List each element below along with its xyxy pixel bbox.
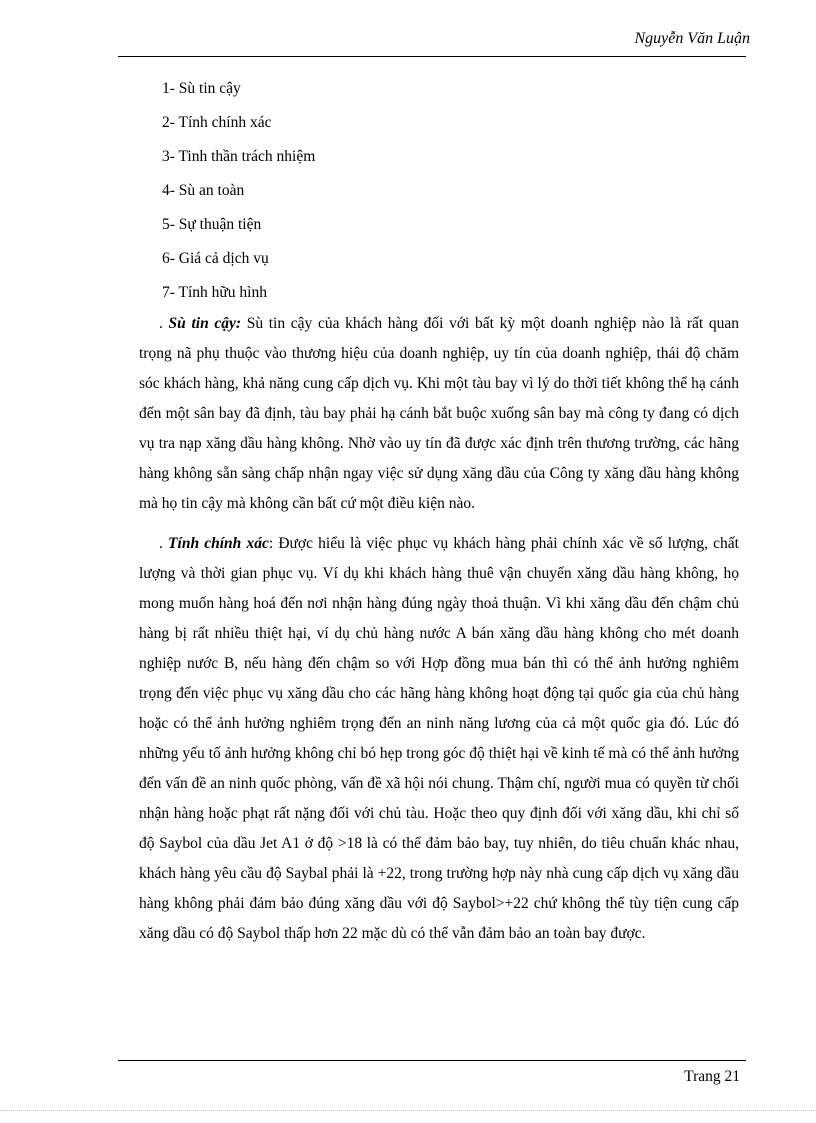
section-heading-reliability: Sù tin cậy: [168, 315, 242, 332]
list-item: 6- Giá cả dịch vụ [162, 250, 269, 267]
list-item: 2- Tính chính xác [162, 114, 272, 131]
header-divider [118, 56, 746, 57]
paragraph-reliability [139, 309, 739, 519]
paragraph-lead: . [159, 315, 169, 332]
body-text [139, 309, 739, 949]
list-item: 1- Sù tin cậy [162, 80, 241, 97]
list-item: 3- Tinh thần trách nhiệm [162, 148, 316, 165]
list-item: 4- Sù an toàn [162, 182, 245, 199]
footer-divider [118, 1060, 746, 1061]
list-item: 7- Tính hữu hình [162, 284, 267, 301]
header-author: Nguyễn Văn Luận [634, 30, 750, 47]
paragraph-text: : Được hiểu là việc phục vụ khách hàng phải chính xác về số lượng, chất lượng và thời gian phục vụ. Ví dụ khi khách hàng thuê vận chuyển xăng dầu hàng không, họ mong muốn hàng hoá đến nơi nhận hàng đúng ngày thoả thuận. Vì khi xăng dầu đến chậm chủ hàng bị rất nhiều thiệt hại, ví dụ chủ hàng nước A bán xăng dầu hàng không cho mét doanh nghiệp nước B, nếu hàng đến chậm so với Hợp đồng mua bán thì có thể ảnh hưởng nghiêm trọng đến việc phục vụ xăng dầu cho các hãng hàng không hoạt động tại quốc gia của chủ hàng hoặc có thể ảnh hưởng nghiêm trọng đến an ninh năng lương của cả một quốc gia đó. Lúc đó những yếu tố ảnh hưởng không chỉ bó hẹp trong góc độ thiệt hại về kinh tế mà có thể ảnh hưởng đến vấn đề an ninh quốc phòng, vấn đề xã hội nói chung. Thậm chí, người mua có quyền từ chối nhận hàng hoặc phạt rất nặng đối với chủ tàu. Hoặc theo quy định đối với xăng dầu, khi chỉ số độ Saybol của dầu Jet A1 ở độ >18 là có thể đảm bảo bay, tuy nhiên, do tiêu chuẩn khác nhau, khách hàng yêu cầu độ Saybal phải là +22, trong trường hợp này nhà cung cấp dịch vụ xăng dầu hàng không phải đảm bảo đúng xăng dầu với độ Saybol>+22 chứ không thể tùy tiện cung cấp xăng dầu có độ Saybol thấp hơn 22 mặc dù có thể vẫn đảm bảo an toàn bay được. [139, 535, 739, 942]
page-number: Trang 21 [684, 1068, 740, 1085]
criteria-list [162, 72, 315, 310]
paragraph-text: Sù tin cậy của khách hàng đối với bất kỳ một doanh nghiệp nào là rất quan trọng nã phụ thuộc vào thương hiệu của doanh nghiệp, uy tín của doanh nghiệp, thái độ chăm sóc khách hàng, khả năng cung cấp dịch vụ. Khi một tàu bay vì lý do thời tiết không thể hạ cánh đến một sân bay đã định, tàu bay phải hạ cánh bắt buộc xuống sân bay mà công ty đang có dịch vụ tra nạp xăng dầu hàng không. Nhờ vào uy tín đã được xác định trên thương trường, các hãng hàng không sẵn sàng chấp nhận ngay việc sử dụng xăng dầu của Công ty xăng dầu hàng không mà họ tin cậy mà không cần bất cứ một điều kiện nào. [139, 315, 739, 512]
paragraph-accuracy [139, 529, 739, 949]
section-heading-accuracy: Tính chính xác [168, 535, 269, 552]
paragraph-lead: . [159, 535, 169, 552]
list-item: 5- Sự thuận tiện [162, 216, 262, 233]
page-edge-line [0, 1110, 816, 1111]
